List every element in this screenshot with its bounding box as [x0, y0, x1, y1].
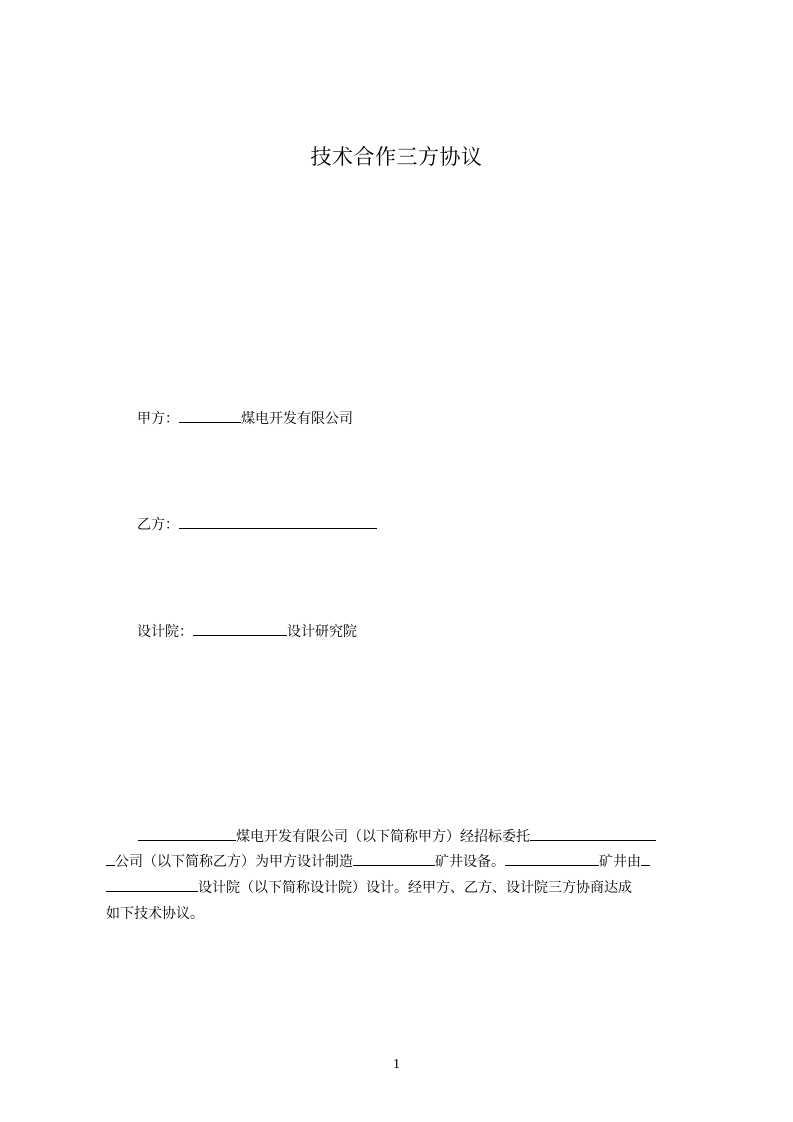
design-institute-name: 设计研究院: [287, 624, 357, 640]
blank-4: [353, 851, 435, 866]
paragraph-line-1: [138, 826, 656, 847]
blank-7: [106, 877, 198, 892]
design-institute-label: 设计院：: [137, 624, 193, 640]
party-b-label: 乙方：: [137, 517, 179, 533]
party-a-line: [137, 408, 353, 429]
party-a-blank: [179, 408, 241, 423]
design-institute-line: [137, 621, 357, 642]
paragraph-text-2a: 公司（以下简称乙方）为甲方设计制造: [115, 854, 353, 870]
blank-6: [641, 851, 650, 866]
paragraph-line-3: [106, 877, 632, 898]
party-b-blank: [179, 514, 377, 529]
paragraph-text-2c: 矿井由: [599, 854, 641, 870]
party-b-line: [137, 514, 377, 535]
paragraph-text-3a: 设计院（以下简称设计院）设计。经甲方、乙方、设计院三方协商达成: [198, 880, 632, 896]
paragraph-text-1a: 煤电开发有限公司（以下简称甲方）经招标委托: [236, 829, 530, 845]
paragraph-line-4: [106, 904, 204, 924]
party-a-name: 煤电开发有限公司: [241, 411, 353, 427]
page-number: 1: [393, 1057, 400, 1072]
design-institute-blank: [193, 621, 287, 636]
party-a-label: 甲方：: [137, 411, 179, 427]
blank-3: [106, 851, 115, 866]
paragraph-line-2: [106, 851, 650, 872]
paragraph-text-2b: 矿井设备。: [435, 854, 505, 870]
agreement-paragraph: [106, 826, 700, 926]
blank-2: [530, 826, 656, 841]
document-title: 技术合作三方协议: [310, 145, 483, 169]
blank-1: [138, 826, 236, 841]
paragraph-text-4a: 如下技术协议。: [106, 906, 204, 922]
blank-5: [505, 851, 599, 866]
